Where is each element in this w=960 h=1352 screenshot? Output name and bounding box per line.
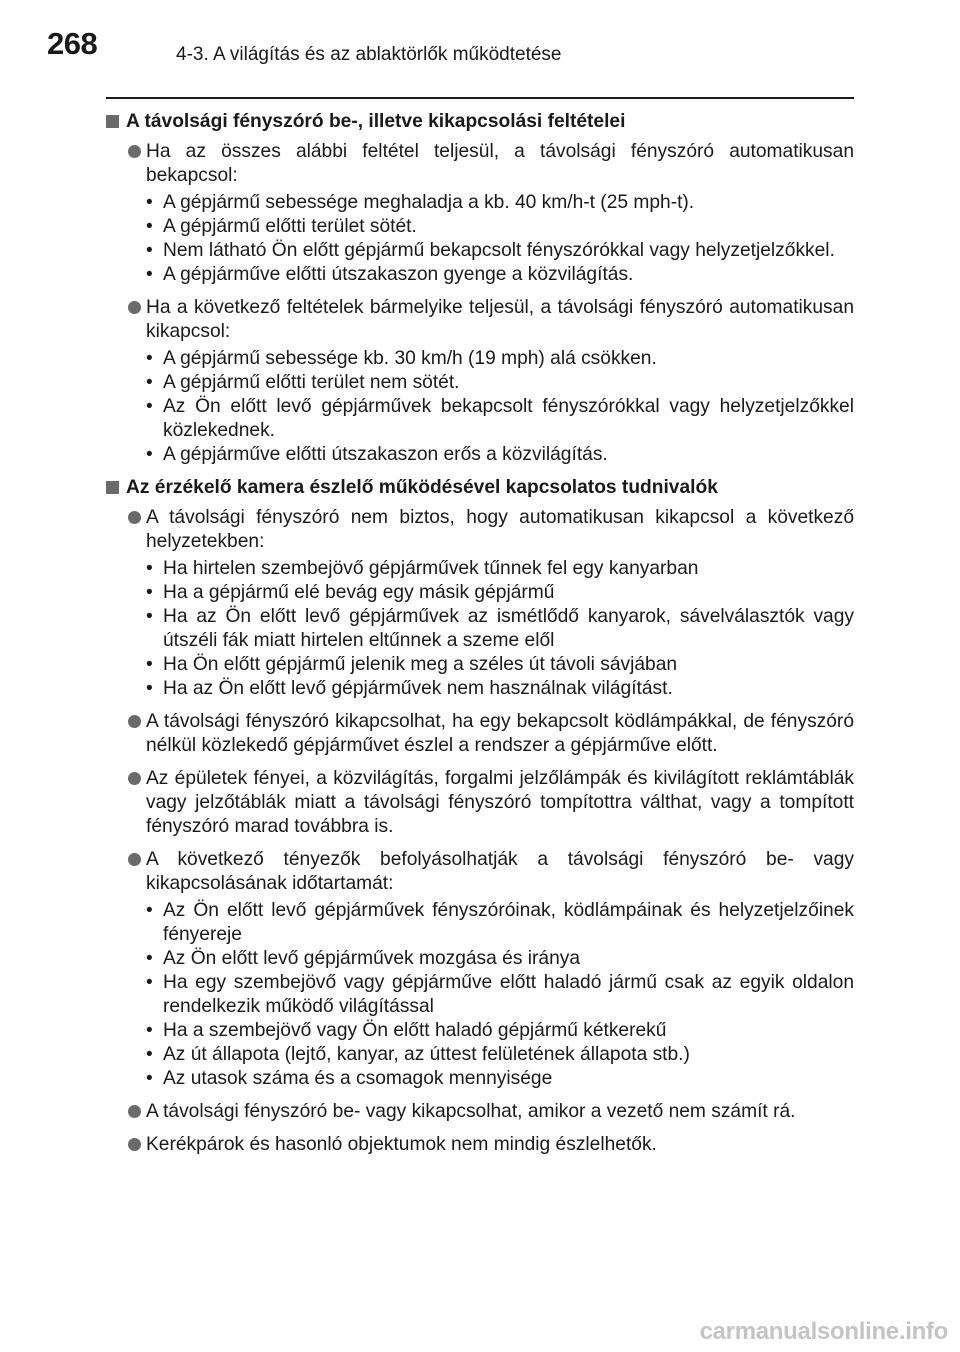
- circle-bullet-icon: [128, 715, 141, 728]
- sub-bullet-item: • A gépjármű sebessége kb. 30 km/h (19 mph) alá csökken.: [146, 347, 854, 371]
- sub-bullet-item: • Az Ön előtt levő gépjárművek mozgása és iránya: [146, 947, 854, 971]
- sub-bullet-list: [146, 191, 854, 287]
- circle-bullet-icon: [128, 301, 141, 314]
- list-item: [106, 506, 854, 701]
- list-item-text: A távolsági fényszóró kikapcsolhat, ha egy bekapcsolt ködlámpákkal, de fényszóró nélkül közlekedő gépjárművet észlel a rendszer a gépjárműve előtt.: [146, 711, 854, 756]
- list-item-text: Kerékpárok és hasonló objektumok nem mindig észlelhetők.: [146, 1134, 657, 1155]
- sub-bullet-item: • Az Ön előtt levő gépjárművek bekapcsolt fényszórókkal vagy helyzetjelzőkkel közlekednek.: [146, 395, 854, 443]
- list-item-text: Ha a következő feltételek bármelyike teljesül, a távolsági fényszóró automatikusan kikapcsol:: [146, 297, 854, 342]
- circle-bullet-icon: [128, 1138, 141, 1151]
- sub-bullet-list: [146, 557, 854, 701]
- circle-bullet-icon: [128, 511, 141, 524]
- list-item: [106, 710, 854, 758]
- section-heading-text: Az érzékelő kamera észlelő működésével kapcsolatos tudnivalók: [126, 477, 718, 498]
- section-heading: [106, 110, 854, 134]
- square-bullet-icon: [106, 115, 119, 128]
- sub-bullet-item: • Ha a szembejövő vagy Ön előtt haladó gépjármű kétkerekű: [146, 1019, 854, 1043]
- sub-bullet-item: • A gépjárműve előtti útszakaszon erős a közvilágítás.: [146, 443, 854, 467]
- header-rule: [106, 97, 854, 99]
- sub-bullet-list: [146, 347, 854, 467]
- sub-bullet-item: • Nem látható Ön előtt gépjármű bekapcsolt fényszórókkal vagy helyzetjelzőkkel.: [146, 239, 854, 263]
- circle-bullet-icon: [128, 853, 141, 866]
- list-item-text: Az épületek fényei, a közvilágítás, forgalmi jelzőlámpák és kivilágított reklámtáblák vagy jelzőtáblák miatt a távolsági fényszóró tompítottra válthat, vagy a tompított fényszóró marad továbbra is.: [146, 768, 854, 837]
- sub-bullet-item: • Ha hirtelen szembejövő gépjárművek tűnnek fel egy kanyarban: [146, 557, 854, 581]
- section-heading-text: A távolsági fényszóró be-, illetve kikapcsolási feltételei: [126, 111, 626, 132]
- circle-bullet-icon: [128, 1105, 141, 1118]
- circle-bullet-icon: [128, 145, 141, 158]
- page-content: [106, 110, 854, 1166]
- sub-bullet-item: • Ha a gépjármű elé bevág egy másik gépjármű: [146, 581, 854, 605]
- watermark: carmanualsonline.info: [699, 1318, 948, 1345]
- page-number: 268: [47, 26, 98, 61]
- sub-bullet-item: • A gépjármű sebessége meghaladja a kb. 40 km/h-t (25 mph-t).: [146, 191, 854, 215]
- list-item: [106, 296, 854, 467]
- list-item: [106, 1100, 854, 1124]
- list-item: [106, 140, 854, 287]
- sub-bullet-item: • Ha egy szembejövő vagy gépjárműve előtt haladó jármű csak az egyik oldalon rendelkezik működő világítással: [146, 971, 854, 1019]
- square-bullet-icon: [106, 481, 119, 494]
- sub-bullet-item: • Az út állapota (lejtő, kanyar, az úttest felületének állapota stb.): [146, 1043, 854, 1067]
- sub-bullet-item: • Ha az Ön előtt levő gépjárművek nem használnak világítást.: [146, 677, 854, 701]
- sub-bullet-item: • Ha az Ön előtt levő gépjárművek az ismétlődő kanyarok, sávelválasztók vagy útszéli fák miatt hirtelen eltűnnek a szeme elől: [146, 605, 854, 653]
- sub-bullet-item: • A gépjárműve előtti útszakaszon gyenge a közvilágítás.: [146, 263, 854, 287]
- list-item: [106, 848, 854, 1091]
- list-item-text: A távolsági fényszóró be- vagy kikapcsolhat, amikor a vezető nem számít rá.: [146, 1101, 796, 1122]
- list-item: [106, 1133, 854, 1157]
- sub-bullet-item: • A gépjármű előtti terület nem sötét.: [146, 371, 854, 395]
- sub-bullet-item: • A gépjármű előtti terület sötét.: [146, 215, 854, 239]
- list-item-text: Ha az összes alábbi feltétel teljesül, a távolsági fényszóró automatikusan bekapcsol:: [146, 141, 854, 186]
- list-item: [106, 767, 854, 839]
- sub-bullet-item: • Az utasok száma és a csomagok mennyisége: [146, 1067, 854, 1091]
- chapter-title: 4-3. A világítás és az ablaktörlők működtetése: [176, 44, 562, 65]
- circle-bullet-icon: [128, 772, 141, 785]
- section-heading: [106, 476, 854, 500]
- list-item-text: A következő tényezők befolyásolhatják a távolsági fényszóró be- vagy kikapcsolásának időtartamát:: [146, 849, 854, 894]
- sub-bullet-item: • Az Ön előtt levő gépjárművek fényszóróinak, ködlámpáinak és helyzetjelzőinek fényereje: [146, 899, 854, 947]
- list-item-text: A távolsági fényszóró nem biztos, hogy automatikusan kikapcsol a következő helyzetekben:: [146, 507, 854, 552]
- sub-bullet-list: [146, 899, 854, 1091]
- sub-bullet-item: • Ha Ön előtt gépjármű jelenik meg a széles út távoli sávjában: [146, 653, 854, 677]
